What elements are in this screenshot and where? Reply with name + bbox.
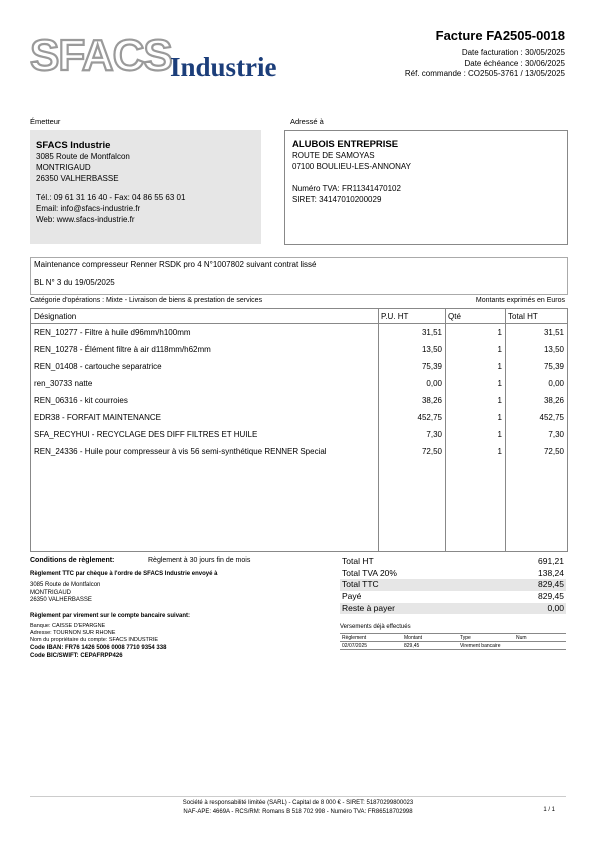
emetteur-address-3: 26350 VALHERBASSE: [36, 174, 119, 183]
item-label: - kit courroies: [77, 396, 128, 405]
item-label: natte: [72, 379, 93, 388]
footer-line-2: NAF-APE: 4669A - RCS/RM: Romans B 518 702 998 - Numéro TVA: FR86518702998: [183, 808, 413, 815]
item-label: - Huile pour compresseur à vis 56 semi-synthétique RENNER Special: [77, 447, 327, 456]
item-ref: REN_10277: [34, 328, 78, 337]
destinataire-address-1: ROUTE DE SAMOYAS: [292, 151, 375, 160]
item-total: 0,00: [548, 379, 564, 388]
footer-line-1: Société à responsabilité limitée (SARL) - Capital de 8 000 € - SIRET: 51870299800023: [182, 800, 414, 806]
vers-header-num: Num: [516, 634, 527, 641]
invoice-title: Facture FA2505-0018: [435, 28, 565, 43]
item-pu: 7,30: [426, 430, 442, 439]
emetteur-name: SFACS Industrie: [36, 140, 111, 151]
header-qte: Qté: [445, 309, 505, 324]
description-line-1: Maintenance compresseur Renner RSDK pro 4 N°1007802 suivant contrat lissé: [34, 260, 317, 269]
cheque-address-2: MONTRIGAUD: [30, 589, 71, 596]
item-total: 452,75: [539, 413, 564, 422]
item-qte: 1: [497, 362, 502, 371]
destinataire-siret: SIRET: 34147010200029: [292, 195, 382, 204]
emetteur-address-2: MONTRIGAUD: [36, 163, 91, 172]
total-row: [340, 591, 566, 603]
proprietaire-compte: Nom du propriétaire du compte: SFACS INDUSTRIE: [30, 636, 159, 643]
items-table: [30, 308, 568, 552]
cheque-address-3: 26350 VALHERBASSE: [30, 597, 92, 603]
totals-block: [340, 556, 566, 614]
banque: Banque: CAISSE D'EPARGNE: [30, 622, 106, 629]
item-designation: [31, 324, 378, 342]
description-box: [30, 257, 568, 295]
table-row: [31, 324, 567, 342]
emetteur-box: [30, 130, 261, 244]
header-pu: P.U. HT: [378, 309, 445, 324]
total-label: Reste à payer: [342, 602, 395, 613]
logo-sub-text: Industrie: [170, 52, 277, 82]
total-label: Total HT: [342, 556, 374, 566]
table-row: [31, 341, 567, 358]
total-label: Total TTC: [342, 579, 379, 590]
item-label: - RECYCLAGE DES DIFF FILTRES ET HUILE: [89, 430, 258, 439]
item-designation: [31, 426, 378, 443]
item-total: 7,30: [548, 430, 564, 439]
header-total: Total HT: [505, 309, 567, 324]
item-total: 31,51: [543, 328, 564, 337]
montants-note: Montants exprimés en Euros: [475, 297, 565, 304]
item-designation: [31, 358, 378, 375]
vers-num: [514, 642, 566, 650]
total-value: 829,45: [538, 579, 564, 590]
total-value: 829,45: [538, 591, 564, 602]
item-designation: [31, 375, 378, 392]
table-row: [31, 426, 567, 443]
item-ref: REN_06316: [34, 396, 78, 405]
versement-row: [340, 642, 566, 650]
item-ref: REN_10278: [34, 345, 78, 354]
total-value: 691,21: [538, 556, 564, 566]
page-number: 1 / 1: [543, 807, 555, 813]
table-row: [31, 375, 567, 392]
total-label: Total TVA 20%: [342, 567, 397, 578]
item-label: - Élément filtre à air d118mm/h62mm: [77, 345, 211, 354]
item-designation: [31, 341, 378, 358]
item-qte: 1: [497, 345, 502, 354]
destinataire-address-2: 07100 BOULIEU-LES-ANNONAY: [292, 162, 412, 171]
total-label: Payé: [342, 591, 362, 602]
company-logo: [30, 30, 290, 82]
table-header: [31, 309, 567, 324]
item-total: 72,50: [543, 447, 564, 456]
emetteur-label: Émetteur: [30, 117, 61, 126]
banque-adresse: Adresse: TOURNON SUR RHONE: [30, 629, 116, 636]
conditions-label: Conditions de règlement:: [30, 557, 115, 564]
virement-title: Règlement par virement sur le compte bancaire suivant:: [30, 612, 191, 619]
date-echeance: Date échéance : 30/06/2025: [464, 58, 565, 68]
categorie-operations: Catégorie d'opérations : Mixte - Livraison de biens & prestation de services: [30, 297, 263, 304]
item-total: 38,26: [543, 396, 564, 405]
versements-title: Versements déjà effectués: [340, 624, 411, 630]
conditions-block: [30, 557, 330, 660]
item-pu: 13,50: [421, 345, 442, 354]
description-line-2: BL N° 3 du 19/05/2025: [34, 278, 115, 287]
vers-date: 02/07/2025: [342, 642, 368, 649]
item-ref: REN_01408: [34, 362, 78, 371]
destinataire-name: ALUBOIS ENTREPRISE: [292, 139, 399, 150]
item-designation: [31, 392, 378, 409]
item-label: - Filtre à huile d96mm/h100mm: [77, 328, 191, 337]
item-qte: 1: [497, 379, 502, 388]
item-qte: 1: [497, 413, 502, 422]
total-row: [340, 603, 566, 615]
item-total: 75,39: [543, 362, 564, 371]
item-qte: 1: [497, 430, 502, 439]
total-row: [340, 568, 566, 580]
item-designation: [31, 443, 378, 460]
destinataire-box: [284, 130, 568, 245]
destinataire-label: Adressé à: [290, 117, 324, 126]
vers-header-type: Type: [460, 634, 471, 641]
vers-header-reglement: Règlement: [342, 634, 367, 641]
conditions-value: Règlement à 30 jours fin de mois: [148, 557, 251, 564]
item-ref: EDR38: [34, 413, 60, 422]
table-row: [31, 358, 567, 375]
table-row: [31, 392, 567, 409]
emetteur-email[interactable]: Email: info@sfacs-industrie.fr: [36, 204, 141, 213]
table-row: [31, 409, 567, 426]
item-ref: ren_30733: [34, 379, 73, 388]
item-designation: [31, 409, 378, 426]
item-pu: 31,51: [421, 328, 442, 337]
emetteur-address-1: 3085 Route de Montfalcon: [36, 152, 130, 161]
vers-header-montant: Montant: [404, 634, 423, 641]
table-row: [31, 443, 567, 460]
item-total: 13,50: [543, 345, 564, 354]
item-ref: REN_24336: [34, 447, 78, 456]
iban: Code IBAN: FR76 1426 5006 0008 7710 9354 338: [30, 644, 167, 651]
total-value: 138,24: [538, 567, 564, 578]
ref-commande: Réf. commande : CO2505-3761 / 13/05/2025: [404, 69, 565, 78]
total-row: [340, 579, 566, 591]
versements-block: [340, 624, 566, 650]
invoice-meta: [405, 48, 565, 80]
logo-main-text: SFACS: [30, 31, 172, 80]
vers-montant: 829,45: [404, 642, 420, 649]
emetteur-phone: Tél.: 09 61 31 16 40 - Fax: 04 86 55 63 01: [36, 193, 186, 202]
bic: Code BIC/SWIFT: CEPAFRPP426: [30, 652, 123, 659]
total-row: [340, 556, 566, 568]
item-pu: 38,26: [421, 396, 442, 405]
emetteur-web[interactable]: Web: www.sfacs-industrie.fr: [36, 215, 135, 224]
item-qte: 1: [497, 447, 502, 456]
item-ref: SFA_RECYHUI: [34, 430, 90, 439]
cheque-title: Règlement TTC par chèque à l'ordre de SFACS Industrie envoyé à: [30, 571, 218, 577]
item-pu: 452,75: [417, 413, 442, 422]
footer: [30, 796, 566, 816]
item-pu: 75,39: [421, 362, 442, 371]
destinataire-tva: Numéro TVA: FR11341470102: [292, 184, 401, 193]
date-facturation: Date facturation : 30/05/2025: [461, 48, 565, 57]
versements-header: [340, 634, 566, 642]
item-pu: 0,00: [426, 379, 442, 388]
total-value: 0,00: [547, 602, 564, 613]
cheque-address-1: 3085 Route de Montfalcon: [30, 582, 101, 588]
item-qte: 1: [497, 396, 502, 405]
item-qte: 1: [497, 328, 502, 337]
item-label: - FORFAIT MAINTENANCE: [59, 413, 161, 422]
item-label: - cartouche separatrice: [77, 362, 162, 371]
header-designation: Désignation: [31, 309, 378, 324]
vers-type: Virement bancaire: [460, 642, 501, 649]
item-pu: 72,50: [421, 447, 442, 456]
